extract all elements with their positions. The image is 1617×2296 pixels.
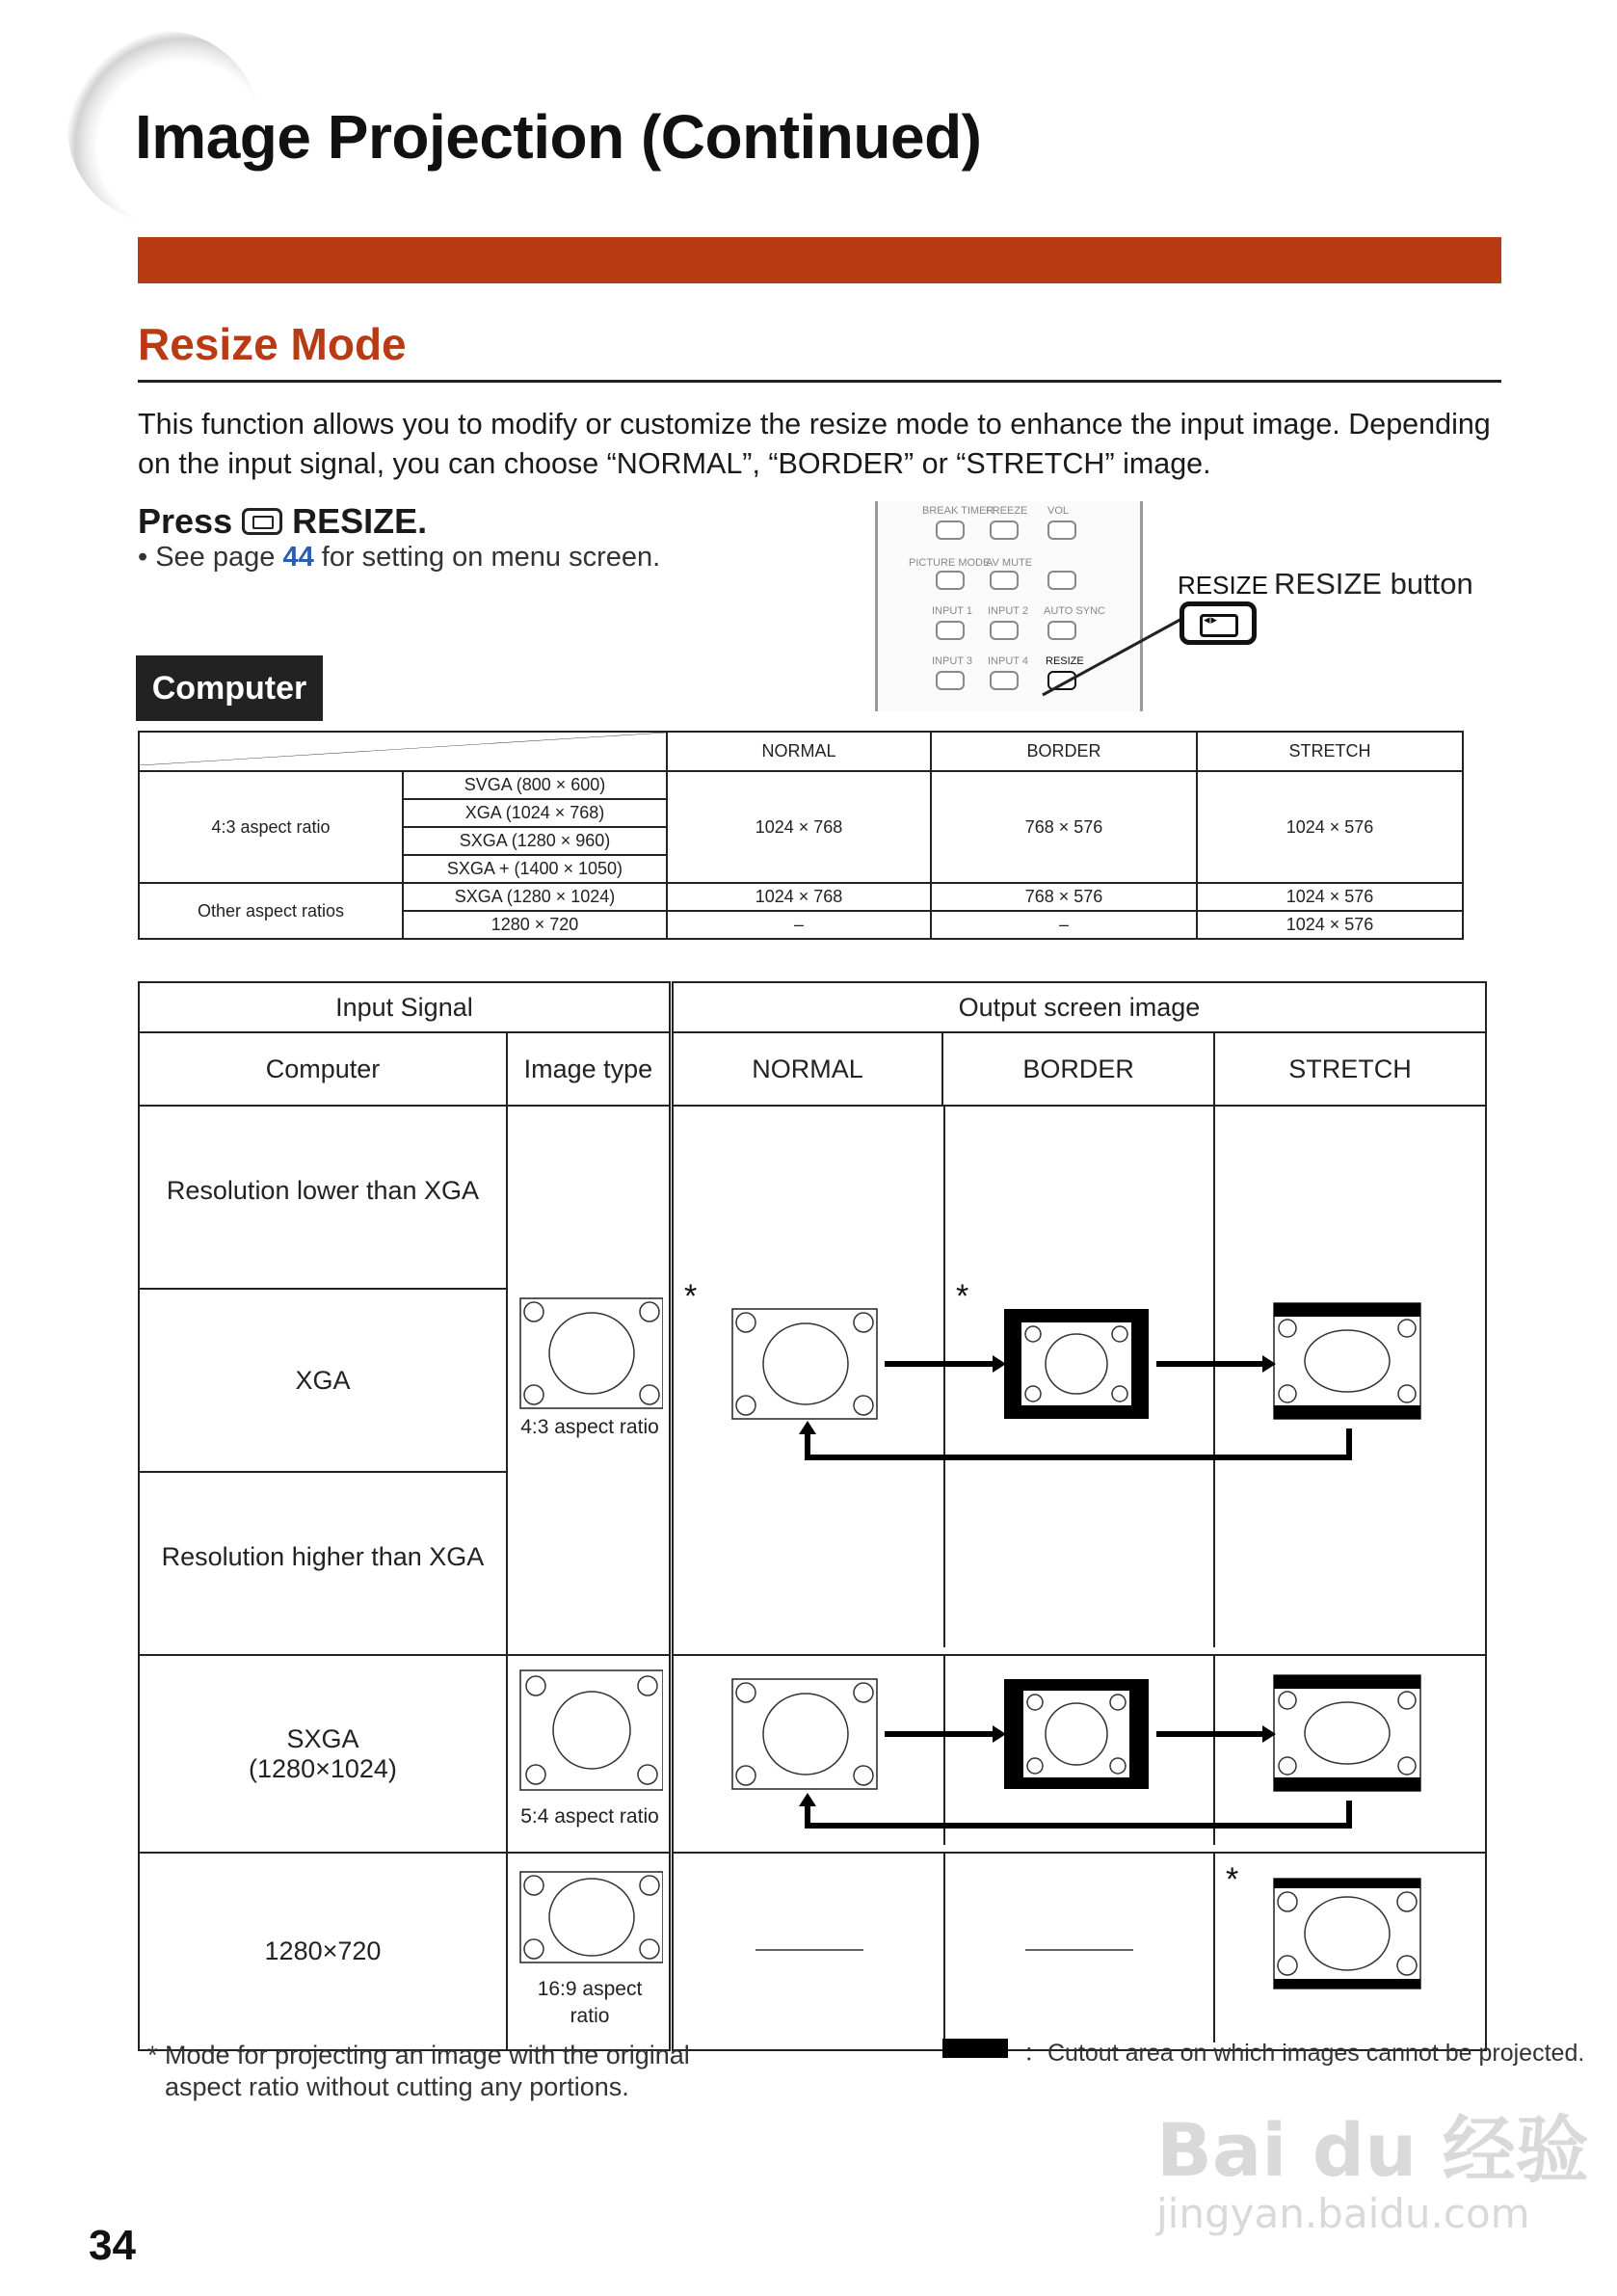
- remote-label: FREEZE: [986, 505, 1028, 517]
- page-number: 34: [89, 2222, 136, 2269]
- row-label: Resolution higher than XGA: [139, 1472, 507, 1655]
- computer-column-header: Computer: [139, 1032, 507, 1106]
- xga-output-diagram: [675, 1107, 1484, 1647]
- signal-cell: SXGA + (1400 × 1050): [403, 855, 667, 883]
- value-cell: 768 × 576: [931, 883, 1197, 911]
- signal-cell: 1280 × 720: [403, 911, 667, 939]
- header-stretch: STRETCH: [1197, 732, 1463, 771]
- value-cell: 768 × 576: [931, 771, 1197, 883]
- border-screen: [1004, 1309, 1149, 1419]
- signal-cell: SVGA (800 × 600): [403, 771, 667, 799]
- remote-label: AV MUTE: [986, 557, 1033, 569]
- diagonal-header-cell: [139, 732, 667, 771]
- remote-label: INPUT 1: [932, 605, 972, 617]
- press-instruction: [138, 501, 427, 542]
- row-label-sxga: [139, 1655, 507, 1853]
- resolution-spec-table: [138, 731, 1464, 940]
- sxga-line1: SXGA: [286, 1723, 359, 1753]
- break-timer-button[interactable]: [936, 521, 965, 540]
- resize-callout-label: RESIZE: [1178, 571, 1268, 600]
- group-label-43: 4:3 aspect ratio: [139, 771, 403, 883]
- vol-up-button[interactable]: [1047, 521, 1076, 540]
- normal-screen: [732, 1679, 877, 1789]
- remote-label: PICTURE MODE: [909, 557, 991, 569]
- input3-button[interactable]: [936, 671, 965, 690]
- value-cell: 1024 × 768: [667, 771, 931, 883]
- picture-mode-button[interactable]: [936, 571, 965, 590]
- input1-button[interactable]: [936, 621, 965, 640]
- callout-line: [1041, 613, 1195, 700]
- intro-paragraph: This function allows you to modify or customize the resize mode to enhance the input image. Depending on the input signal, you can choose “NORMAL”, “BORDER” or “STRETCH” image.: [138, 408, 1491, 480]
- r720-output-cell: [671, 1853, 1486, 2050]
- output-screen-header: Output screen image: [671, 982, 1486, 1032]
- aspect-43-diagram: [513, 1291, 663, 1464]
- aspect-169-label-1: 16:9 aspect: [538, 1978, 643, 2000]
- remote-label: INPUT 4: [988, 655, 1028, 667]
- image-type-54-cell: [507, 1655, 671, 1853]
- xga-output-cell: [671, 1106, 1486, 1655]
- value-cell: 1024 × 576: [1197, 771, 1463, 883]
- aspect-169-label-2: ratio: [570, 2005, 610, 2027]
- remote-label: INPUT 2: [988, 605, 1028, 617]
- page-link[interactable]: 44: [282, 542, 314, 573]
- vol-down-button[interactable]: [1047, 571, 1076, 590]
- output-image-table: [138, 981, 1487, 2051]
- sxga-output-diagram: [675, 1656, 1484, 1845]
- remote-label: VOL: [1047, 505, 1070, 517]
- row-label: Resolution lower than XGA: [139, 1106, 507, 1289]
- remote-label: INPUT 3: [932, 655, 972, 667]
- signal-cell: SXGA (1280 × 1024): [403, 883, 667, 911]
- asterisk: *: [683, 1278, 698, 1315]
- aspect-54-diagram: [513, 1661, 663, 1840]
- arrow-head: [993, 1725, 1006, 1743]
- freeze-button[interactable]: [990, 521, 1019, 540]
- footnote-line2: aspect ratio without cutting any portions.: [165, 2072, 629, 2101]
- stretch-screen: [1274, 1879, 1420, 1989]
- value-cell: –: [931, 911, 1197, 939]
- group-label-other: Other aspect ratios: [139, 883, 403, 939]
- remote-label: RESIZE: [1046, 655, 1084, 667]
- arrow-head: [993, 1355, 1006, 1373]
- stretch-screen: [1274, 1675, 1420, 1791]
- signal-cell: XGA (1024 × 768): [403, 799, 667, 827]
- aspect-54-label: 5:4 aspect ratio: [520, 1805, 660, 1828]
- resize-button-caption: RESIZE button: [1274, 567, 1473, 601]
- border-column-header: BORDER: [942, 1032, 1214, 1106]
- resize-button-enlarged[interactable]: [1180, 601, 1257, 645]
- heading-rule: [138, 380, 1501, 383]
- image-type-169-cell: [507, 1853, 671, 2050]
- row-label-720: 1280×720: [139, 1853, 507, 2050]
- input-signal-header: Input Signal: [139, 982, 671, 1032]
- asterisk: *: [955, 1278, 969, 1315]
- watermark-logo: Bai du 经验: [1156, 2107, 1589, 2193]
- value-cell: 1024 × 576: [1197, 883, 1463, 911]
- see-page-note: [138, 542, 660, 574]
- value-cell: 1024 × 576: [1197, 911, 1463, 939]
- see-page-suffix: for setting on menu screen.: [313, 542, 661, 573]
- legend-swatch: [942, 2039, 1008, 2058]
- sxga-line2: (1280×1024): [249, 1753, 397, 1783]
- accent-bar: [138, 237, 1501, 283]
- footnote: [147, 2040, 764, 2103]
- header-normal: NORMAL: [667, 732, 931, 771]
- border-screen: [1004, 1679, 1149, 1789]
- av-mute-button[interactable]: [990, 571, 1019, 590]
- signal-cell: SXGA (1280 × 960): [403, 827, 667, 855]
- resize-icon: [242, 508, 282, 535]
- input2-button[interactable]: [990, 621, 1019, 640]
- normal-screen: [732, 1309, 877, 1419]
- stretch-screen: [1274, 1303, 1420, 1419]
- legend-text: ：Cutout area on which images cannot be projected.: [1023, 2040, 1585, 2067]
- aspect-169-diagram: [513, 1856, 663, 2040]
- remote-label: AUTO SYNC: [1044, 605, 1105, 617]
- normal-column-header: NORMAL: [671, 1032, 942, 1106]
- watermark-url: jingyan.baidu.com: [1156, 2190, 1530, 2237]
- page-title: Image Projection (Continued): [135, 102, 982, 172]
- value-cell: 1024 × 768: [667, 883, 931, 911]
- asterisk: *: [1225, 1861, 1239, 1898]
- computer-badge: Computer: [136, 655, 323, 721]
- input4-button[interactable]: [990, 671, 1019, 690]
- remote-label: BREAK TIMER: [922, 505, 994, 517]
- sxga-output-cell: [671, 1655, 1486, 1853]
- aspect-43-label: 4:3 aspect ratio: [520, 1415, 660, 1438]
- image-type-column-header: Image type: [507, 1032, 671, 1106]
- header-border: BORDER: [931, 732, 1197, 771]
- stretch-column-header: STRETCH: [1214, 1032, 1486, 1106]
- press-resize-label: RESIZE.: [292, 501, 428, 541]
- image-type-43-cell: [507, 1106, 671, 1655]
- see-page-prefix: • See page: [138, 542, 283, 573]
- footnote-line1: * Mode for projecting an image with the original: [147, 2041, 690, 2069]
- row-label: XGA: [139, 1289, 507, 1472]
- arrow-head: [799, 1421, 816, 1434]
- press-label: Press: [138, 501, 233, 541]
- arrow-head: [799, 1793, 816, 1806]
- value-cell: –: [667, 911, 931, 939]
- section-heading: Resize Mode: [138, 319, 407, 369]
- r720-output-diagram: [675, 1854, 1484, 2042]
